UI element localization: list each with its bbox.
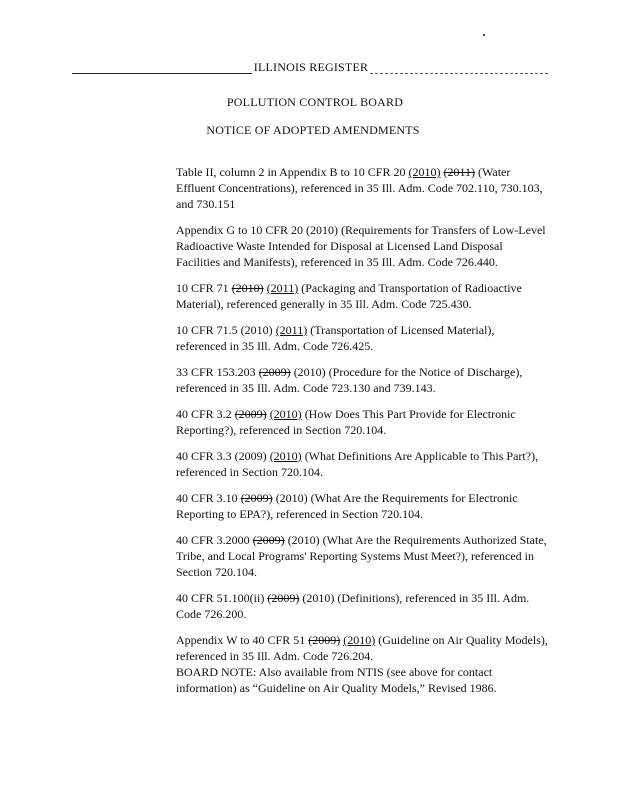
entry-text: (What Definitions Are Applicable to This Part?), referenced in Section 720.104. — [176, 449, 539, 479]
deleted-text: (2009) — [252, 533, 285, 547]
reference-entry — [176, 632, 548, 696]
entry-text: 33 CFR 153.203 — [176, 365, 259, 379]
entry-text: (2010) (What Are the Requirements Authorized State, Tribe, and Local Programs' Reporting Systems Must Meet?), referenced in Section 720.104. — [176, 533, 547, 579]
entry-text: 40 CFR 3.2000 — [176, 533, 253, 547]
reference-entry — [176, 590, 548, 622]
entry-text: (2010) (Procedure for the Notice of Discharge), referenced in 35 Ill. Adm. Code 723.130 and 739.143. — [176, 365, 523, 395]
entry-text: Table II, column 2 in Appendix B to 10 CFR 20 — [176, 165, 409, 179]
reference-entry — [176, 406, 548, 438]
entry-text: (Guideline on Air Quality Models), referenced in 35 Ill. Adm. Code 726.204. — [176, 633, 548, 663]
deleted-text: (2009) — [267, 591, 300, 605]
entry-text: 40 CFR 51.100(ii) — [176, 591, 268, 605]
entry-text: 40 CFR 3.3 (2009) — [176, 449, 270, 463]
reference-entry — [176, 448, 548, 480]
inserted-text: (2010) — [269, 407, 302, 421]
entry-text: 10 CFR 71.5 (2010) — [176, 323, 276, 337]
entry-text: Appendix W to 40 CFR 51 — [176, 633, 309, 647]
entry-text: (Packaging and Transportation of Radioactive Material), referenced generally in 35 Ill. Adm. Code 725.430. — [176, 281, 522, 311]
board-title: POLLUTION CONTROL BOARD — [226, 95, 404, 109]
reference-entry — [176, 364, 548, 396]
reference-entry — [176, 322, 548, 354]
inserted-text: (2010) — [269, 449, 302, 463]
deleted-text: (2009) — [240, 491, 273, 505]
entry-text: 40 CFR 3.2 — [176, 407, 235, 421]
inserted-text: (2011) — [266, 281, 299, 295]
reference-entry — [176, 532, 548, 580]
entry-text: (How Does This Part Provide for Electronic Reporting?), referenced in Section 720.104. — [176, 407, 516, 437]
entry-text: BOARD NOTE: Also available from NTIS (see above for contact information) as “Guideline on Air Quality Models,” Revised 1986. — [176, 665, 497, 695]
entry-text: Appendix G to 10 CFR 20 (2010) (Requirements for Transfers of Low-Level Radioactive Waste Intended for Disposal at Licensed Land Disposal Facilities and Manifests), referenced in 35 Ill. Adm. Code 726.440. — [176, 223, 546, 269]
deleted-text: (2009) — [258, 365, 291, 379]
deleted-text: (2011) — [443, 165, 476, 179]
reference-entry — [176, 490, 548, 522]
deleted-text: (2009) — [234, 407, 267, 421]
entry-text: (2010) (What Are the Requirements for Electronic Reporting to EPA?), referenced in Section 720.104. — [176, 491, 518, 521]
inserted-text: (2010) — [343, 633, 376, 647]
reference-list — [176, 164, 548, 706]
entry-text: (Water Effluent Concentrations), referenced in 35 Ill. Adm. Code 702.110, 730.103, and 730.151 — [176, 165, 543, 211]
inserted-text: (2010) — [408, 165, 441, 179]
entry-text: (Transportation of Licensed Material), referenced in 35 Ill. Adm. Code 726.425. — [176, 323, 495, 353]
reference-entry — [176, 280, 548, 312]
notice-title: NOTICE OF ADOPTED AMENDMENTS — [206, 123, 420, 137]
deleted-text: (2010) — [231, 281, 264, 295]
scan-speck — [483, 34, 485, 36]
inserted-text: (2011) — [275, 323, 308, 337]
header-rule-right — [370, 73, 548, 74]
entry-text: 10 CFR 71 — [176, 281, 232, 295]
reference-entry — [176, 222, 548, 270]
header-rule-left — [72, 73, 252, 74]
deleted-text: (2009) — [308, 633, 341, 647]
register-title: ILLINOIS REGISTER — [253, 60, 369, 74]
entry-text: (2010) (Definitions), referenced in 35 Ill. Adm. Code 726.200. — [176, 591, 530, 621]
entry-text: 40 CFR 3.10 — [176, 491, 241, 505]
reference-entry — [176, 164, 548, 212]
